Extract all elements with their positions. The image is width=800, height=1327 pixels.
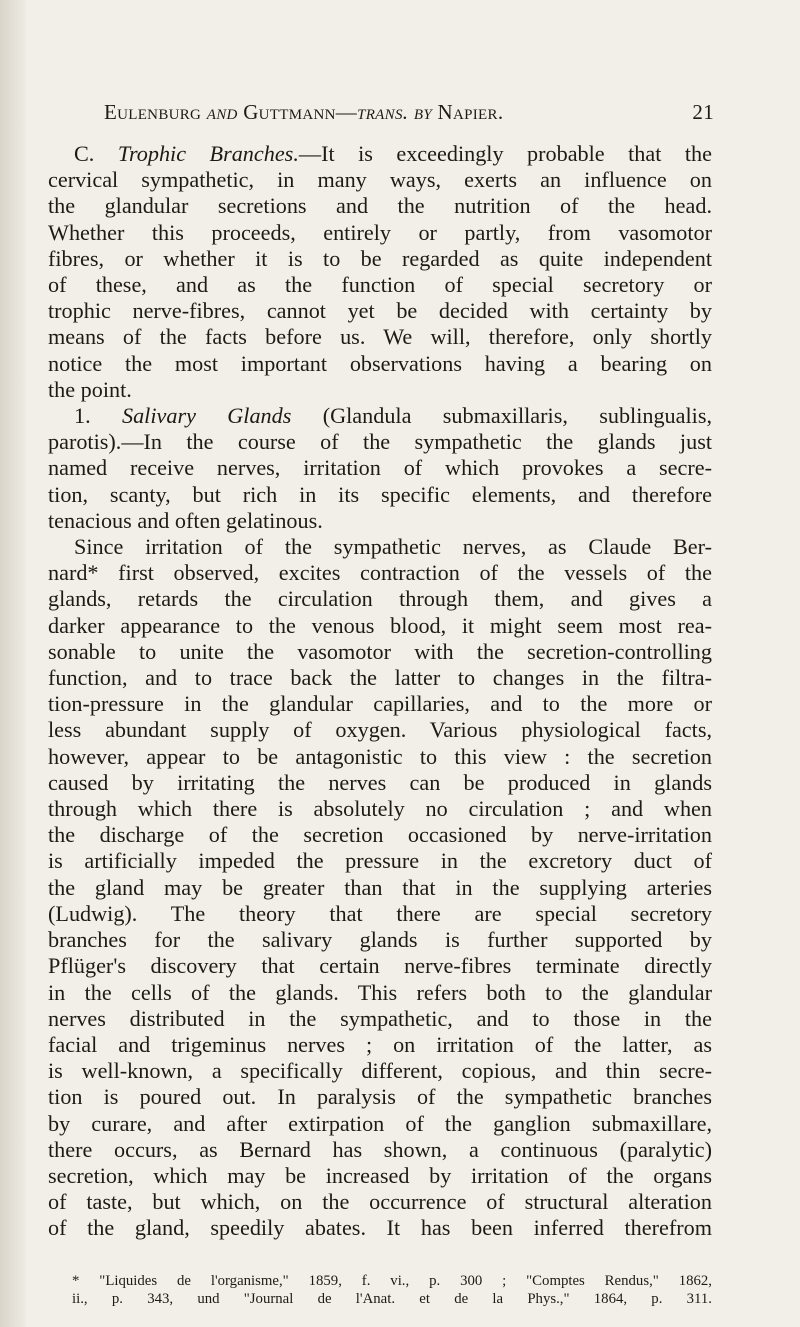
page-gutter-shadow [0, 0, 26, 1327]
text-line: tenacious and often gelatinous. [48, 507, 323, 533]
text-line: nerves distributed in the sympathetic, and to those in the [48, 1005, 712, 1031]
text-line: of the gland, speedily abates. It has been inferred therefrom [48, 1215, 712, 1241]
text-line: of taste, but which, on the occurrence of structural alteration [48, 1189, 712, 1215]
text-line: however, appear to be antagonistic to this view : the secretion [48, 743, 712, 769]
text-line: cervical sympathetic, in many ways, exerts an influence on [48, 167, 712, 193]
text-line: (Ludwig). The theory that there are special secretory [48, 900, 712, 926]
text-line: tion-pressure in the glandular capillaries, and to the more or [48, 691, 712, 717]
text-line: notice the most important observations having a bearing on [48, 350, 712, 376]
text-line: function, and to trace back the latter to changes in the filtra- [48, 665, 712, 691]
text-line: Since irritation of the sympathetic nerves, as Claude Ber- [74, 534, 712, 560]
text-line: nard* first observed, excites contraction of the vessels of the [48, 560, 712, 586]
text-line: branches for the salivary glands is further supported by [48, 927, 712, 953]
body-text [48, 141, 712, 1242]
text-line: the discharge of the secretion occasioned by nerve-irritation [48, 822, 712, 848]
text-line: by curare, and after extirpation of the ganglion submaxillare, [48, 1110, 712, 1136]
text-line: glands, retards the circulation through them, and gives a [48, 586, 712, 612]
text-line: Pflüger's discovery that certain nerve-fibres terminate directly [48, 953, 712, 979]
text-line: darker appearance to the venous blood, it might seem most rea- [48, 612, 712, 638]
running-header [104, 100, 714, 130]
page-number: 21 [692, 100, 714, 124]
text-line: there occurs, as Bernard has shown, a continuous (paralytic) [48, 1136, 712, 1162]
text-line: Whether this proceeds, entirely or partly, from vasomotor [48, 219, 712, 245]
text-line: of these, and as the function of special secretory or [48, 272, 712, 298]
text-line: the point. [48, 376, 132, 402]
text-line: parotis).—In the course of the sympathetic the glands just [48, 429, 712, 455]
running-head: Eulenburg and Guttmann—trans. by Napier. [104, 100, 504, 124]
text-line: fibres, or whether it is to be regarded as quite independent [48, 245, 712, 271]
footnote [72, 1272, 712, 1308]
text-line: secretion, which may be increased by irritation of the organs [48, 1162, 712, 1188]
text-line: through which there is absolutely no circulation ; and when [48, 796, 712, 822]
text-line: in the cells of the glands. This refers both to the glandular [48, 979, 712, 1005]
text-line: trophic nerve-fibres, cannot yet be decided with certainty by [48, 298, 712, 324]
text-line: less abundant supply of oxygen. Various physiological facts, [48, 717, 712, 743]
text-line: caused by irritating the nerves can be produced in glands [48, 769, 712, 795]
text-line: the gland may be greater than that in the supplying arteries [48, 874, 712, 900]
text-line: tion, scanty, but rich in its specific elements, and therefore [48, 481, 712, 507]
text-line: is artificially impeded the pressure in the excretory duct of [48, 848, 712, 874]
footnote-line: ii., p. 343, und "Journal de l'Anat. et de la Phys.," 1864, p. 311. [72, 1291, 712, 1307]
text-line: tion is poured out. In paralysis of the sympathetic branches [48, 1084, 712, 1110]
footnote-line: * "Liquides de l'organisme," 1859, f. vi., p. 300 ; "Comptes Rendus," 1862, [72, 1273, 712, 1289]
text-line: facial and trigeminus nerves ; on irritation of the latter, as [48, 1031, 712, 1057]
text-line: the glandular secretions and the nutrition of the head. [48, 193, 712, 219]
text-line: 1. Salivary Glands (Glandula submaxillaris, sublingualis, [74, 403, 713, 429]
text-line: means of the facts before us. We will, therefore, only shortly [48, 324, 712, 350]
text-line: named receive nerves, irritation of which provokes a secre- [48, 455, 712, 481]
text-line: C. Trophic Branches.—It is exceedingly probable that the [74, 141, 712, 166]
text-line: is well-known, a specifically different, copious, and thin secre- [48, 1058, 712, 1084]
text-line: sonable to unite the vasomotor with the secretion-controlling [48, 638, 712, 664]
